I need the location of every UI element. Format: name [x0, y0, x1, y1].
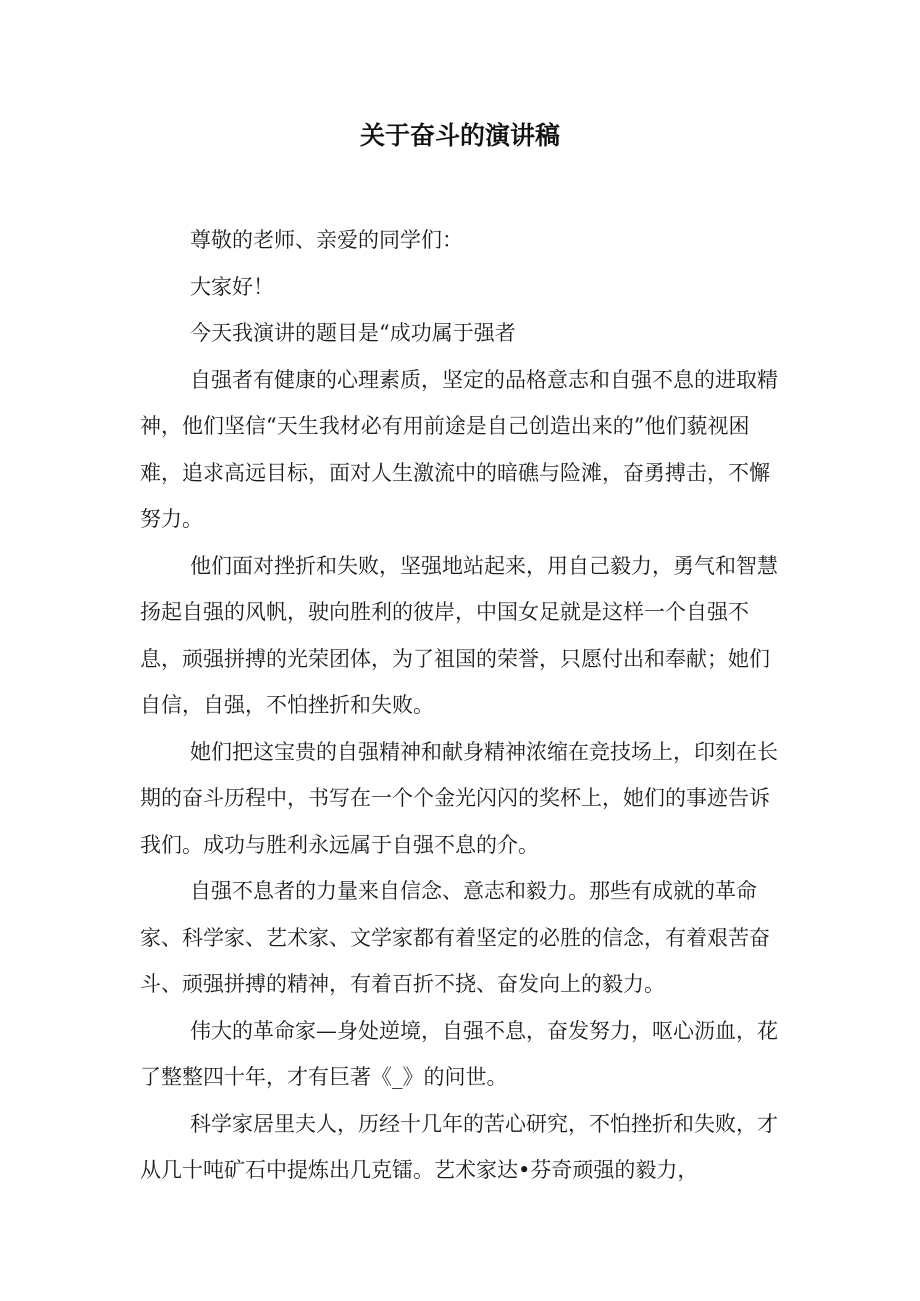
document-title: 关于奋斗的演讲稿	[359, 121, 560, 150]
paragraph: 伟大的革命家—身处逆境，自强不息，奋发努力，呕心沥血，花了整整四十年，才有巨著《_》的问世。	[140, 1018, 778, 1089]
paragraph: 她们把这宝贵的自强精神和献身精神浓缩在竞技场上，印刻在长期的奋斗历程中，书写在一个个金光闪闪的奖杯上，她们的事迹告诉我们。成功与胜利永远属于自强不息的介。	[140, 739, 778, 857]
paragraph-greeting: 大家好！	[190, 274, 274, 299]
paragraph: 他们面对挫折和失败，坚强地站起来，用自己毅力，勇气和智慧扬起自强的风帆，驶向胜利的彼岸，中国女足就是这样一个自强不息，顽强拼搏的光荣团体，为了祖国的荣誉，只愿付出和奉献；她们自信，自强，不怕挫折和失败。	[140, 553, 778, 717]
document-body	[140, 217, 780, 1194]
paragraph-salutation: 尊敬的老师、亲爱的同学们：	[190, 228, 463, 252]
paragraph: 科学家居里夫人，历经十几年的苦心研究，不怕挫折和失败，才从几十吨矿石中提炼出几克镭。艺术家达•芬奇顽强的毅力，	[140, 1111, 778, 1182]
paragraph: 自强不息者的力量来自信念、意志和毅力。那些有成就的革命家、科学家、艺术家、文学家都有着坚定的必胜的信念，有着艰苦奋斗、顽强拼搏的精神，有着百折不挠、奋发向上的毅力。	[140, 879, 770, 996]
paragraph-topic: 今天我演讲的题目是“成功属于强者	[190, 321, 516, 345]
paragraph: 自强者有健康的心理素质，坚定的品格意志和自强不息的进取精神，他们坚信“天生我材必有用前途是自己创造出来的”他们藐视困难，追求高远目标，面对人生激流中的暗礁与险滩，奋勇搏击，不懈努力。	[140, 367, 778, 531]
